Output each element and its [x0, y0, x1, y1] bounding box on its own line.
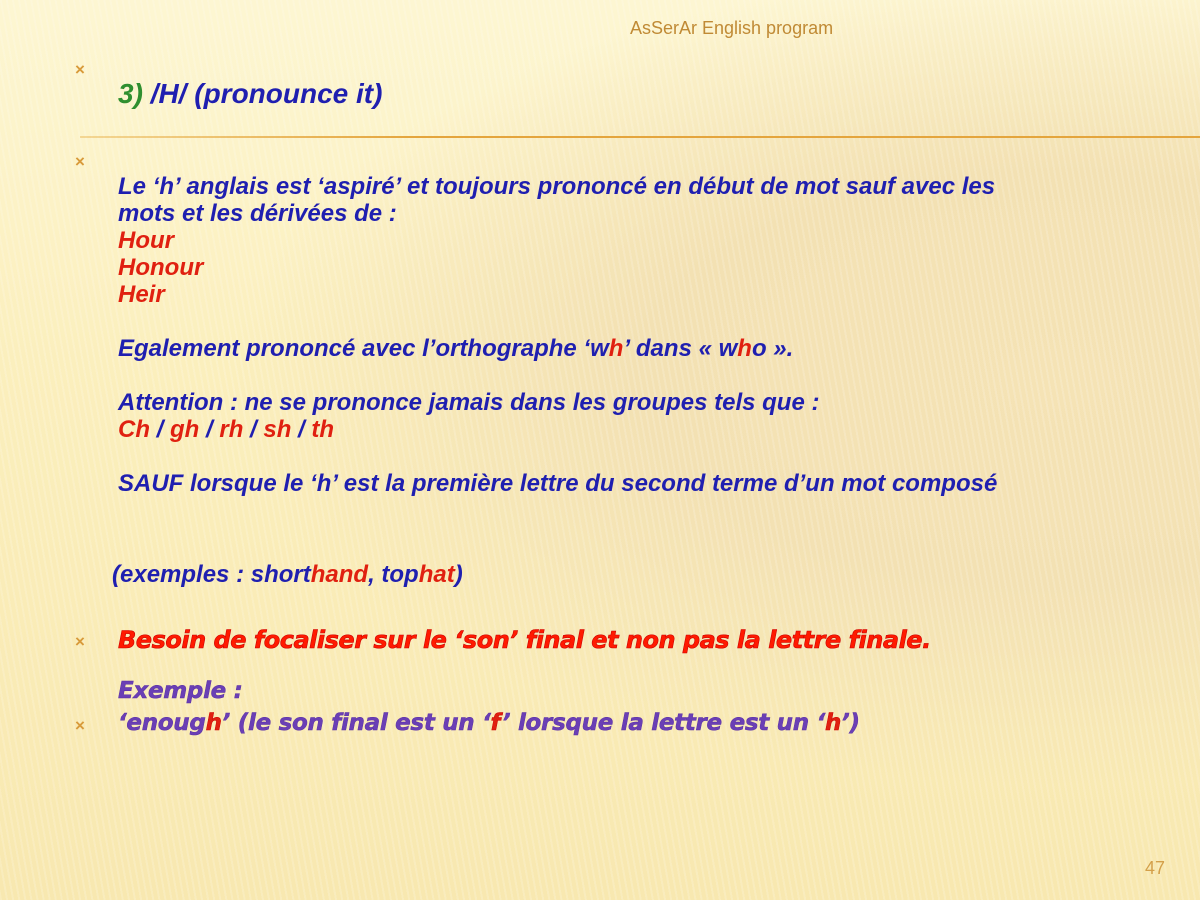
sauf-line: SAUF lorsque le ‘h’ est la première lettre du second terme d’un mot composé [118, 470, 998, 497]
header-program-title: AsSerAr English program [630, 18, 834, 38]
enough-example: ‘enough’ (le son final est un ‘f’ lorsque la lettre est un ‘h’) [118, 710, 860, 736]
word-heir: Heir [118, 281, 165, 308]
slide-title [118, 78, 382, 110]
title-number: 3) [118, 78, 143, 109]
main-text-block [118, 173, 1128, 497]
page-number: 47 [1145, 858, 1166, 878]
attention-line: Attention : ne se prononce jamais dans les groupes tels que : [118, 389, 820, 416]
bullet-icon: × [75, 632, 85, 651]
focus-statement: Besoin de focaliser sur le ‘son’ final et non pas la lettre finale. [118, 626, 931, 654]
bullet-icon: × [75, 152, 85, 171]
word-hour: Hour [118, 227, 174, 254]
examples-line: (exemples : shorthand, tophat) [112, 561, 463, 588]
word-honour: Honour [118, 254, 204, 281]
bullet-icon: × [75, 60, 85, 79]
body-line-2: mots et les dérivées de : [118, 200, 397, 227]
exemple-label: Exemple : [118, 678, 243, 704]
body-line-1: Le ‘h’ anglais est ‘aspiré’ et toujours prononcé en début de mot sauf avec les [118, 173, 996, 200]
title-divider [80, 136, 1200, 138]
groups-line: Ch / gh / rh / sh / th [118, 416, 335, 443]
egalement-line: Egalement prononcé avec l’orthographe ‘wh’ dans « who ». [118, 335, 794, 362]
title-text: /H/ (pronounce it) [142, 78, 383, 109]
bullet-icon: × [75, 716, 85, 735]
